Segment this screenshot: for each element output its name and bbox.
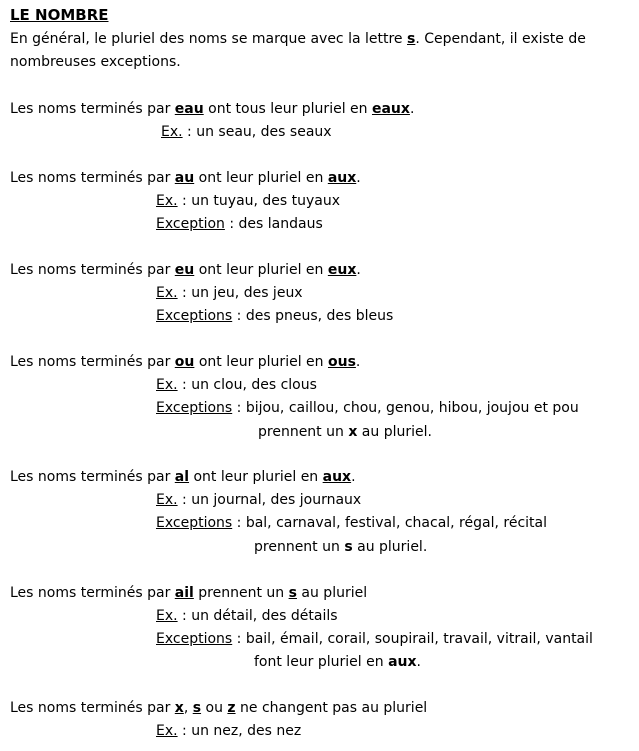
example-text: un détail, des détails [191,608,338,624]
rule-prefix: Les noms terminés par [10,101,175,117]
cont-keyword: x [348,424,358,440]
rule-end: . [356,262,361,278]
ex-label: Ex. [156,723,178,739]
sep: : [177,377,192,393]
rule-prefix: Les noms terminés par [10,170,175,186]
example-text: un tuyau, des tuyaux [191,193,341,209]
sep: : [232,308,246,324]
sep: : [177,285,192,301]
rule-prefix: Les noms terminés par [10,700,175,716]
rule-end: . [356,170,361,186]
exceptions-label: Exceptions [156,515,233,531]
rule-text: ou [201,700,228,716]
rule-au [10,168,361,188]
exceptions-label: Exceptions [156,631,233,647]
rule-ending: eau [174,101,204,117]
rule-end: . [409,101,415,117]
rule-ending-z: z [227,700,236,716]
exceptions-eu [156,306,393,326]
sep: : [182,124,197,140]
rule-eu [10,260,361,280]
rule-al [10,467,356,487]
example-text: un seau, des seaux [196,124,332,140]
rule-text: ont leur pluriel en [194,354,328,370]
exceptions-ou [156,398,579,418]
rule-ending: eu [174,262,195,278]
ex-label: Ex. [156,608,178,624]
exception-text: bail, émail, corail, soupirail, travail, vitrail, vantail [245,631,593,647]
rule-plural: s [288,585,297,601]
example-ou [156,375,317,395]
rule-text: ont leur pluriel en [194,262,328,278]
rule-ending: al [174,469,190,485]
example-au [156,191,340,211]
rule-end: au pluriel [296,585,368,601]
sep: : [177,492,192,508]
rule-plural: eaux [371,101,410,117]
rule-text: ont leur pluriel en [189,469,323,485]
exception-text: bijou, caillou, chou, genou, hibou, joujou et pou [245,400,579,416]
intro-line-2: nombreuses exceptions. [10,54,181,70]
cont-text: prennent un [258,424,349,440]
exception-text: des landaus [238,216,323,232]
exceptions-ou-continued [258,422,432,442]
example-text: un journal, des journaux [191,492,362,508]
intro-keyword: s [407,31,416,47]
rule-plural: eux [327,262,357,278]
rule-ending: ou [174,354,195,370]
ex-label: Ex. [161,124,183,140]
sep: : [232,631,246,647]
rule-ending: ail [174,585,194,601]
rule-xsz [10,698,427,718]
rule-end: . [355,354,361,370]
example-text: un jeu, des jeux [191,285,303,301]
rule-ail [10,583,367,603]
rule-prefix: Les noms terminés par [10,469,175,485]
exception-label: Exception [156,216,225,232]
exceptions-label: Exceptions [156,308,233,324]
cont-text: . [416,654,421,670]
ex-label: Ex. [156,285,178,301]
ex-label: Ex. [156,492,178,508]
cont-text: au pluriel. [352,539,428,555]
rule-plural: ous [327,354,356,370]
rule-ou [10,352,360,372]
exceptions-label: Exceptions [156,400,233,416]
rule-prefix: Les noms terminés par [10,585,175,601]
sep: : [224,216,239,232]
example-text: un clou, des clous [191,377,317,393]
rule-eau [10,99,414,119]
example-eau [161,122,332,142]
page-title: LE NOMBRE [10,6,109,24]
rule-text: prennent un [193,585,289,601]
exception-text: des pneus, des bleus [245,308,394,324]
rule-plural: aux [322,469,352,485]
sep: : [232,400,246,416]
rule-plural: aux [327,170,357,186]
cont-keyword: aux [388,654,417,670]
rule-text: ont leur pluriel en [194,170,328,186]
ex-label: Ex. [156,377,178,393]
rule-end: . [351,469,356,485]
ex-label: Ex. [156,193,178,209]
cont-text: prennent un [254,539,345,555]
cont-text: au pluriel. [357,424,432,440]
rule-prefix: Les noms terminés par [10,262,175,278]
intro-line-1 [10,29,586,49]
rule-text: ont tous leur pluriel en [203,101,372,117]
sep: : [177,608,192,624]
rule-end: ne changent pas au pluriel [235,700,428,716]
rule-ending-s: s [192,700,202,716]
intro-text: . Cependant, il existe de [415,31,586,47]
example-ail [156,606,338,626]
sep: : [232,515,246,531]
sep: : [177,723,192,739]
exceptions-ail [156,629,593,649]
example-text: un nez, des nez [191,723,302,739]
rule-ending-x: x [174,700,184,716]
exception-text: bal, carnaval, festival, chacal, régal, récital [245,515,547,531]
sep: : [177,193,192,209]
cont-keyword: s [344,539,353,555]
exceptions-al [156,513,547,533]
intro-text: En général, le pluriel des noms se marque avec la lettre [10,31,407,47]
example-xsz [156,721,301,741]
exception-au [156,214,323,234]
rule-ending: au [174,170,195,186]
rule-text: , [183,700,193,716]
cont-text: font leur pluriel en [254,654,389,670]
exceptions-ail-continued [254,652,421,672]
rule-prefix: Les noms terminés par [10,354,175,370]
example-eu [156,283,303,303]
example-al [156,490,361,510]
exceptions-al-continued [254,537,427,557]
